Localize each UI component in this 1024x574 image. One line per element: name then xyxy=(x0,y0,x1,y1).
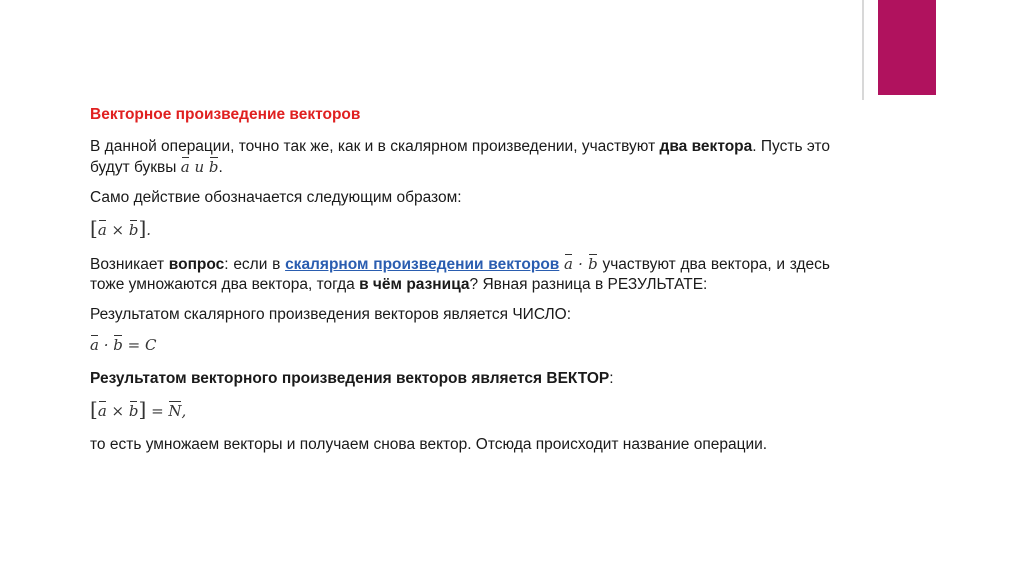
accent-block xyxy=(878,0,936,95)
paragraph-notation: Само действие обозначается следующим образом: xyxy=(90,189,462,206)
accent-line xyxy=(862,0,864,100)
vector-n: N xyxy=(168,402,182,420)
text: участвуют два вектора, и здесь тоже умножаются два вектора, тогда xyxy=(90,256,830,293)
text: Возникает xyxy=(90,256,169,273)
vector-b: b xyxy=(208,158,219,176)
scalar-product-link[interactable]: скалярном произведении векторов xyxy=(285,256,560,273)
text: : xyxy=(609,370,614,387)
dot-sign: · xyxy=(573,255,589,273)
period: . xyxy=(146,221,152,239)
slide-content xyxy=(90,105,830,455)
vector-a: a xyxy=(180,158,190,176)
vector-b: b xyxy=(113,336,123,354)
bold-text: два вектора xyxy=(659,138,753,155)
bracket-open: [ xyxy=(90,216,98,240)
bracket-close: ] xyxy=(138,397,147,421)
slide-title: Векторное произведение векторов xyxy=(90,106,361,123)
bold-text: вопрос xyxy=(168,256,225,273)
times-sign: × xyxy=(106,402,129,420)
vector-b: b xyxy=(128,402,139,420)
text: В данной операции, точно так же, как и в скалярном произведении, участвуют xyxy=(90,138,660,155)
text: . Пусть это будут буквы xyxy=(90,138,830,176)
paragraph-vector-result xyxy=(90,369,830,389)
formula-cross-equals xyxy=(90,399,830,421)
bold-text: Результатом векторного произведения векторов является ВЕКТОР xyxy=(90,370,610,387)
vector-b: b xyxy=(128,221,139,239)
comma: , xyxy=(181,402,187,420)
paragraph-intro xyxy=(90,137,830,178)
bold-text: в чём разница xyxy=(359,276,470,293)
text: и xyxy=(189,158,209,176)
text: : если в xyxy=(224,256,286,273)
equals-sign: = xyxy=(146,402,169,420)
equals-c: = C xyxy=(122,336,157,354)
vector-a: a xyxy=(97,402,107,420)
text: ? Явная разница в РЕЗУЛЬТАТЕ: xyxy=(469,276,708,293)
formula-a-dot-b xyxy=(564,255,598,273)
bracket-open: [ xyxy=(90,397,98,421)
vector-b: b xyxy=(588,255,598,273)
vector-a: a xyxy=(97,221,107,239)
text: . xyxy=(218,159,223,176)
dot-sign: · xyxy=(98,336,114,354)
formula-a-and-b xyxy=(181,158,219,176)
vector-a: a xyxy=(90,336,99,354)
formula-scalar-equals xyxy=(90,335,830,355)
paragraph-scalar-result: Результатом скалярного произведения векторов является ЧИСЛО: xyxy=(90,306,572,323)
paragraph-question xyxy=(90,254,830,295)
times-sign: × xyxy=(106,221,129,239)
vector-a: a xyxy=(564,255,573,273)
formula-cross-product xyxy=(90,218,830,240)
paragraph-conclusion: то есть умножаем векторы и получаем снова вектор. Отсюда происходит название операции. xyxy=(90,436,768,453)
bracket-close: ] xyxy=(138,216,147,240)
